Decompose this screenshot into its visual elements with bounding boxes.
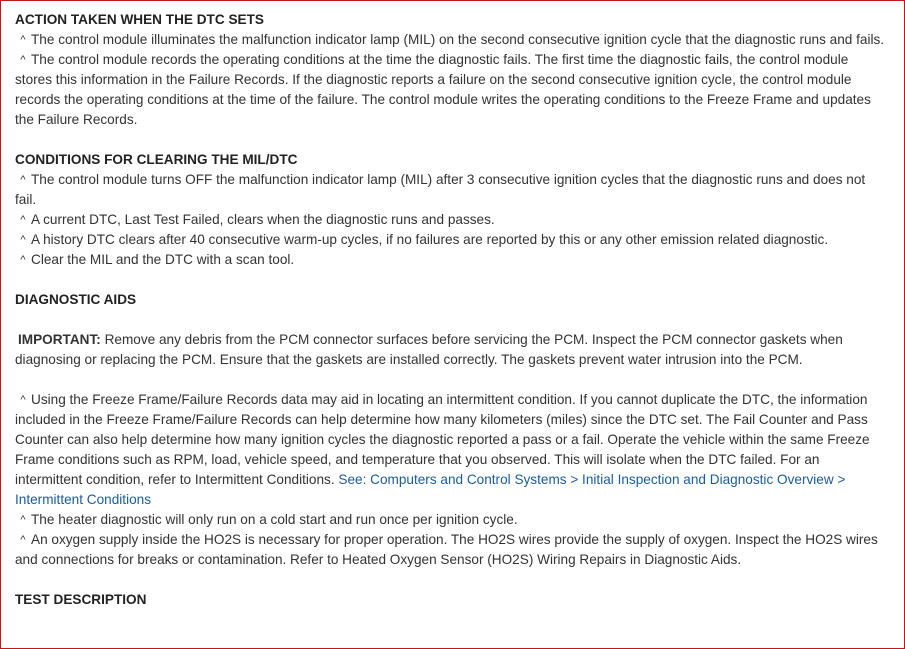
caret-bullet-icon: ^ <box>20 34 26 46</box>
caret-bullet-icon: ^ <box>20 214 26 226</box>
list-item: ^ Clear the MIL and the DTC with a scan tool. <box>15 250 889 270</box>
intermittent-conditions-link[interactable]: See: Computers and Control Systems > Initial Inspection and Diagnostic Overview > Intermittent Conditions <box>15 472 846 507</box>
caret-bullet-icon: ^ <box>20 54 26 66</box>
list-item: ^ The control module illuminates the malfunction indicator lamp (MIL) on the second consecutive ignition cycle that the diagnostic runs and fails. <box>15 30 889 50</box>
list-item: ^ A history DTC clears after 40 consecutive warm-up cycles, if no failures are reported by this or any other emission related diagnostic. <box>15 230 889 250</box>
document-content <box>15 10 889 610</box>
caret-bullet-icon: ^ <box>20 254 26 266</box>
list-item: ^ A current DTC, Last Test Failed, clears when the diagnostic runs and passes. <box>15 210 889 230</box>
important-note: IMPORTANT: Remove any debris from the PCM connector surfaces before servicing the PCM. Inspect the PCM connector gaskets when diagnosing or replacing the PCM. Ensure that the gaskets are installed correctly. The gaskets prevent water intrusion into the PCM. <box>15 332 843 367</box>
list-item: ^ The control module records the operating conditions at the time the diagnostic fails. The first time the diagnostic fails, the control module stores this information in the Failure Records. If the diagnostic reports a failure on the second consecutive ignition cycle, the control module records the operating conditions at the time of the failure. The control module writes the operating conditions to the Freeze Frame and updates the Failure Records. <box>15 52 871 127</box>
list-item: ^ An oxygen supply inside the HO2S is necessary for proper operation. The HO2S wires provide the supply of oxygen. Inspect the HO2S wires and connections for breaks or contamination. Refer to Heated Oxygen Sensor (HO2S) Wiring Repairs in Diagnostic Aids. <box>15 532 878 567</box>
important-label: IMPORTANT: <box>18 332 101 347</box>
section-heading-action: ACTION TAKEN WHEN THE DTC SETS <box>15 12 264 27</box>
list-item: ^ The control module turns OFF the malfunction indicator lamp (MIL) after 3 consecutive ignition cycles that the diagnostic runs and does not fail. <box>15 172 866 207</box>
caret-bullet-icon: ^ <box>20 394 26 406</box>
section-heading-test: TEST DESCRIPTION <box>15 592 147 607</box>
list-item: ^ The heater diagnostic will only run on a cold start and run once per ignition cycle. <box>15 510 889 530</box>
caret-bullet-icon: ^ <box>20 534 26 546</box>
section-heading-clearing: CONDITIONS FOR CLEARING THE MIL/DTC <box>15 152 298 167</box>
list-item: ^ Using the Freeze Frame/Failure Records data may aid in locating an intermittent condition. If you cannot duplicate the DTC, the information included in the Freeze Frame/Failure Records can help determine how many kilometers (miles) since the DTC set. The Fail Counter and Pass Counter can also help determine how many ignition cycles the diagnostic reported a pass or a fail. Operate the vehicle within the same Freeze Frame conditions such as RPM, load, vehicle speed, and temperature that you observed. This will isolate when the DTC failed. For an intermittent condition, refer to Intermittent Conditions. See: Computers and Control Systems > Initial Inspection and Diagnostic Overview > Intermittent Conditions <box>15 392 870 507</box>
caret-bullet-icon: ^ <box>20 234 26 246</box>
caret-bullet-icon: ^ <box>20 174 26 186</box>
section-heading-aids: DIAGNOSTIC AIDS <box>15 292 137 307</box>
caret-bullet-icon: ^ <box>20 514 26 526</box>
